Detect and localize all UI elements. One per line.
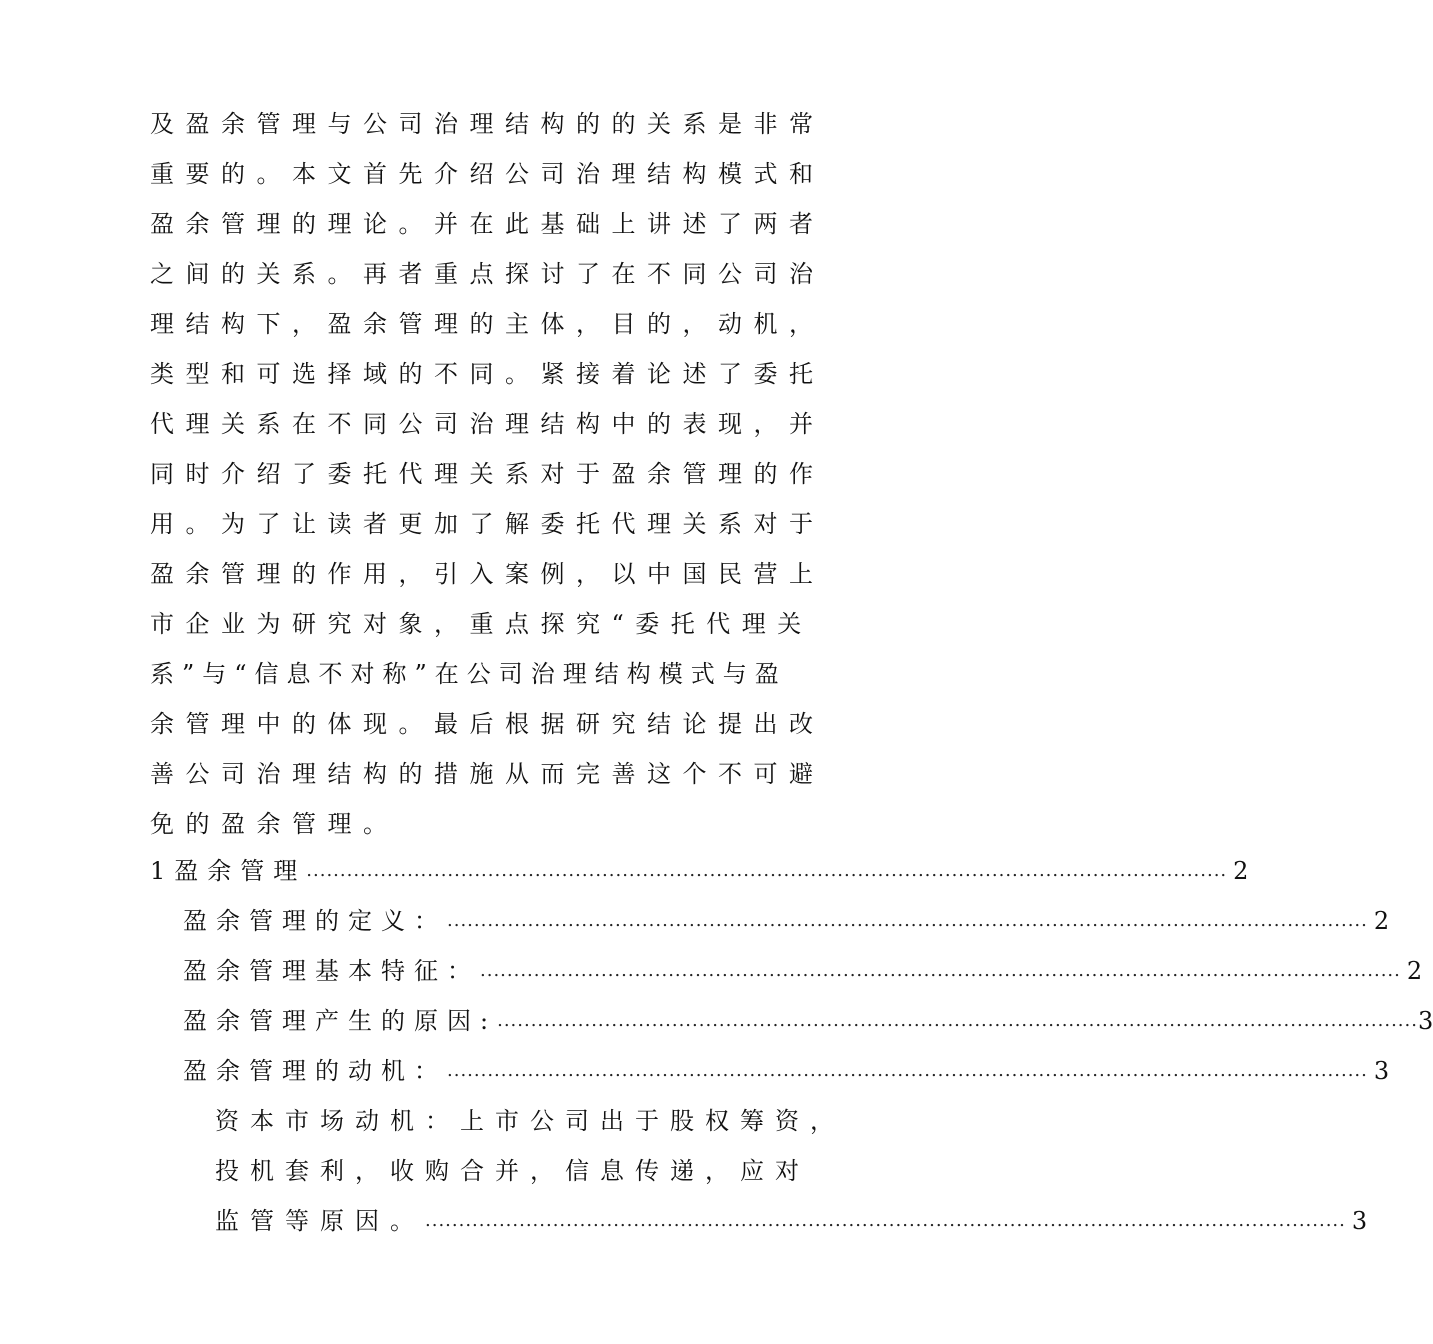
body-line: 类型和可选择域的不同。紧接着论述了委托	[150, 360, 825, 388]
toc-page-number: 3	[1351, 1207, 1368, 1235]
body-line: 盈余管理的作用，引入案例，以中国民营上	[150, 560, 825, 588]
toc-entry-title-line[interactable]: 资本市场动机：上市公司出于股权筹资，	[215, 1107, 845, 1135]
body-line: 用。为了让读者更加了解委托代理关系对于	[150, 510, 825, 538]
toc-entry[interactable]	[183, 996, 1433, 1046]
toc-page-number: 2	[1233, 857, 1249, 885]
toc-leader-dots: .........................................................................................................................................	[480, 960, 1401, 981]
body-line: 系”与“信息不对称”在公司治理结构模式与盈	[150, 660, 787, 688]
toc-page-number: 3	[1373, 1057, 1390, 1085]
toc-page-number: 2	[1406, 957, 1423, 985]
body-line: 之间的关系。再者重点探讨了在不同公司治	[150, 260, 825, 288]
toc-leader-dots: .........................................................................................................................................	[306, 860, 1228, 881]
toc-entry-title: 盈余管理的动机：	[183, 1057, 447, 1085]
body-line: 市企业为研究对象，重点探究“委托代理关	[150, 610, 813, 638]
toc-leader-dots: .........................................................................................................................................	[425, 1210, 1346, 1231]
toc-entry-title: 盈余管理基本特征：	[183, 957, 480, 985]
toc-leader-dots: .........................................................................................................................................	[447, 910, 1368, 931]
body-line: 同时介绍了委托代理关系对于盈余管理的作	[150, 460, 825, 488]
toc-entry-title-line[interactable]: 投机套利，收购合并，信息传递，应对	[215, 1157, 810, 1185]
body-line: 理结构下，盈余管理的主体，目的，动机，	[150, 310, 825, 338]
body-line: 善公司治理结构的措施从而完善这个不可避	[150, 760, 825, 788]
toc-entry-title: 1盈余管理	[150, 857, 307, 885]
body-line: 盈余管理的理论。并在此基础上讲述了两者	[150, 210, 825, 238]
body-line: 代理关系在不同公司治理结构中的表现，并	[150, 410, 825, 438]
body-line: 及盈余管理与公司治理结构的的关系是非常	[150, 110, 825, 138]
toc-page-number: 2	[1373, 907, 1390, 935]
body-line: 余管理中的体现。最后根据研究结论提出改	[150, 710, 825, 738]
toc-entry[interactable]	[150, 846, 1249, 896]
toc-page-number: 3	[1417, 1007, 1433, 1035]
body-line: 免的盈余管理。	[150, 810, 399, 838]
toc-leader-dots: .........................................................................................................................................	[447, 1060, 1368, 1081]
toc-entry[interactable]	[183, 946, 1423, 996]
toc-entry[interactable]	[215, 1196, 1368, 1246]
toc-entry-title: 盈余管理的定义：	[183, 907, 447, 935]
toc-entry-title: 监管等原因。	[215, 1207, 425, 1235]
toc-leader-dots: .........................................................................................................................................	[497, 1010, 1418, 1031]
body-line: 重要的。本文首先介绍公司治理结构模式和	[150, 160, 825, 188]
toc-entry-title: 盈余管理产生的原因:	[183, 1007, 498, 1035]
toc-entry[interactable]	[183, 1046, 1390, 1096]
toc-entry[interactable]	[183, 896, 1390, 946]
